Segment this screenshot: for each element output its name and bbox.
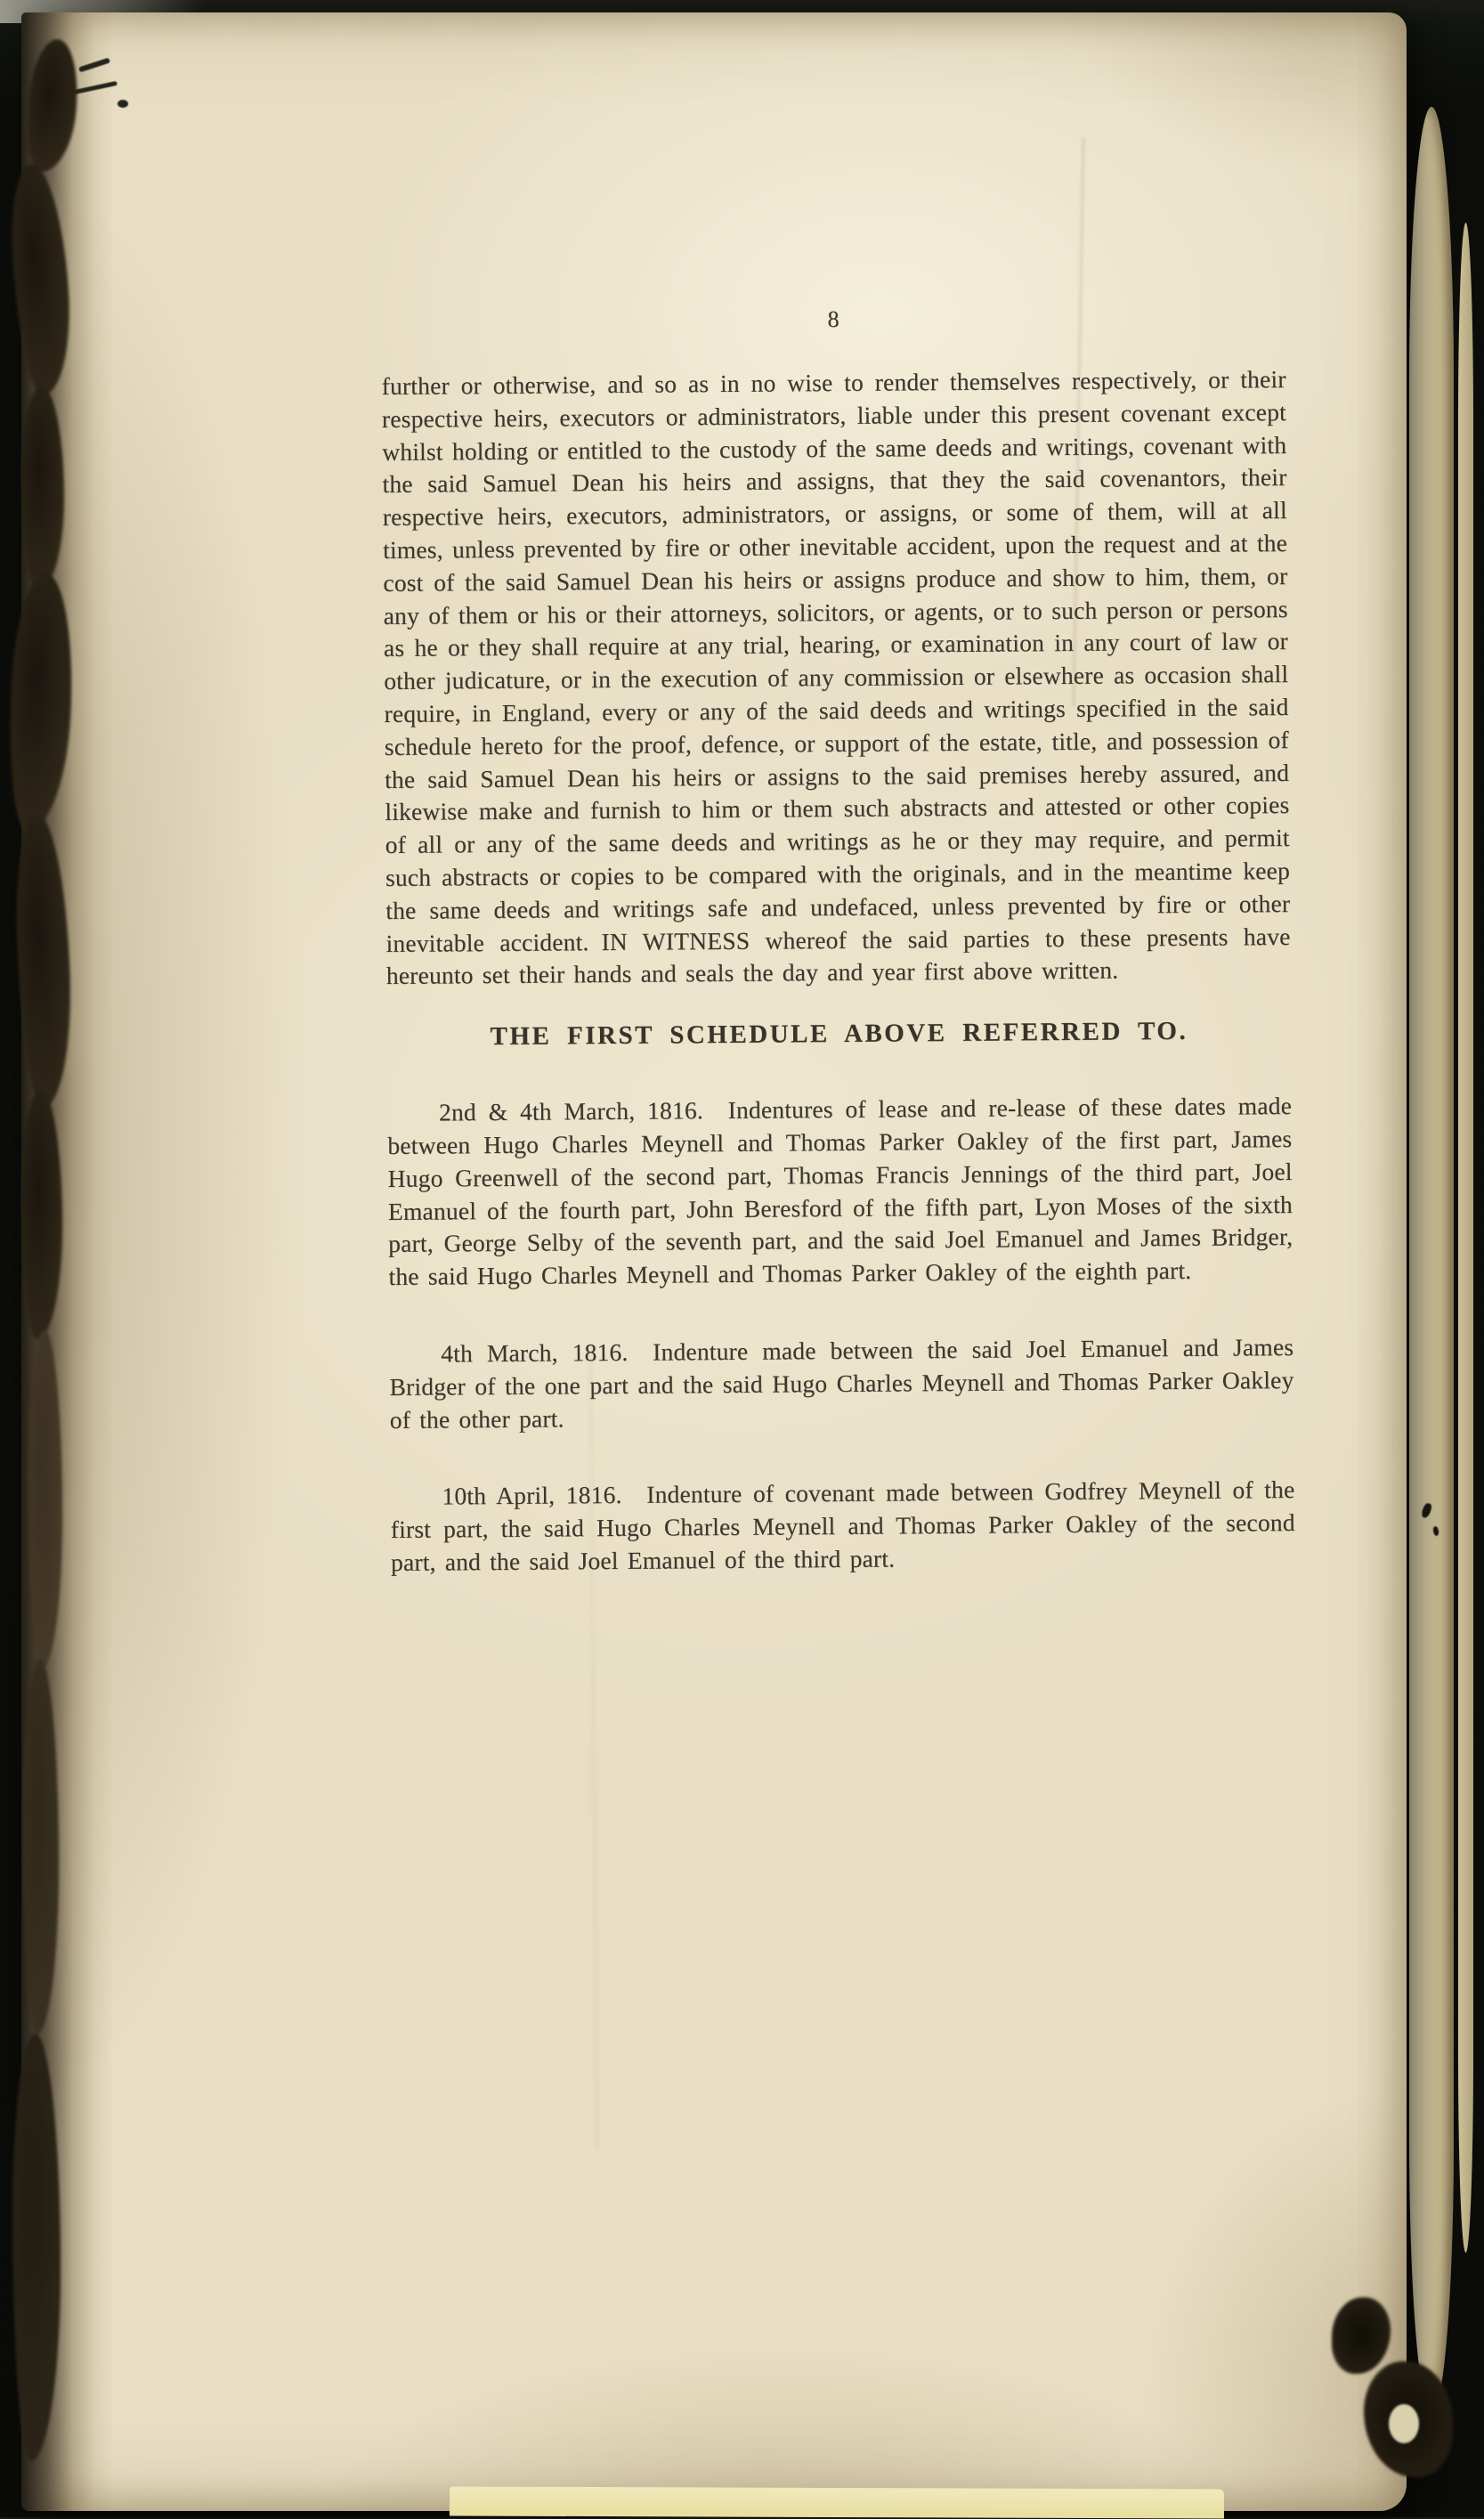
printed-text-block <box>381 303 1295 1604</box>
binding-tear <box>12 2034 61 2461</box>
page-edge-strip <box>1458 223 1473 2253</box>
page-edge-strip <box>1409 107 1454 2413</box>
page-below-edge <box>450 2486 1224 2518</box>
schedule-entry-1: 2nd & 4th March, 1816. Indentures of lease and re-lease of these dates made between Hugo Charles Meynell and Thomas Parker Oakley of the first part, James Hugo Greenwell of the second part, Thomas Francis Jennings of the third part, Joel Emanuel of the fourth part, John Beresford of the fifth part, Lyon Moses of the sixth part, George Selby of the seventh part, and the said Joel Emanuel and James Bridger, the said Hugo Charles Meynell and Thomas Parker Oakley of the eighth part. <box>387 1092 1293 1291</box>
covenant-paragraph: further or otherwise, and so as in no wise to render themselves respectively, or their respective heirs, executors or administrators, liable under this present covenant except whilst holding or entitled to the custody of the same deeds and writings, covenant with the said Samuel Dean his heirs and assigns, that they the said covenantors, their respective heirs, executors, administrators, or assigns, or some of them, will at all times, unless prevented by fire or other inevitable accident, upon the request and at the cost of the said Samuel Dean his heirs or assigns produce and show to him, them, or any of them or his or their attorneys, solicitors, or agents, or to such person or persons as he or they shall require at any trial, hearing, or examination in any court of law or other judicature, or in the execution of any commission or elsewhere as occasion shall require, in England, every or any of the said deeds and writings specified in the said schedule hereto for the proof, defence, or support of the estate, title, and possession of the said Samuel Dean his heirs or assigns to the said premises hereby assured, and likewise make and furnish to him or them such abstracts and attested or other copies of all or any of the same deeds and writings as he or they may require, and permit such abstracts or copies to be compared with the originals, and in the meantime keep the same deeds and writings safe and undefaced, unless prevented by fire or other inevitable accident. IN WITNESS whereof the said parties to these presents have hereunto set their hands and seals the day and year first above written. <box>381 365 1291 990</box>
binding-tear <box>28 1330 62 1669</box>
book-page <box>21 12 1407 2511</box>
binding-tear <box>21 386 64 591</box>
binding-tear <box>4 572 77 833</box>
pencil-mark <box>118 100 128 108</box>
book-binding <box>21 12 114 2511</box>
binding-tear <box>21 1090 62 1339</box>
schedule-entry-3: 10th April, 1816. Indenture of covenant made between Godfrey Meynell of the first part, the said Hugo Charles Meynell and Thomas Parker Oakley of the second part, and the said Joel Emanuel of the third part. <box>390 1475 1295 1576</box>
binding-tear <box>21 37 83 175</box>
corner-tear-light <box>1389 2404 1419 2443</box>
schedule-heading: THE FIRST SCHEDULE ABOVE REFERRED TO. <box>490 1017 1188 1052</box>
binding-tear <box>6 162 76 397</box>
binding-tear <box>23 1660 59 2034</box>
binding-tear <box>12 813 74 1109</box>
page-number: 8 <box>827 305 839 333</box>
schedule-entry-2: 4th March, 1816. Indenture made between the said Joel Emanuel and James Bridger of the one part and the said Hugo Charles Meynell and Thomas Parker Oakley of the other part. <box>389 1332 1294 1434</box>
